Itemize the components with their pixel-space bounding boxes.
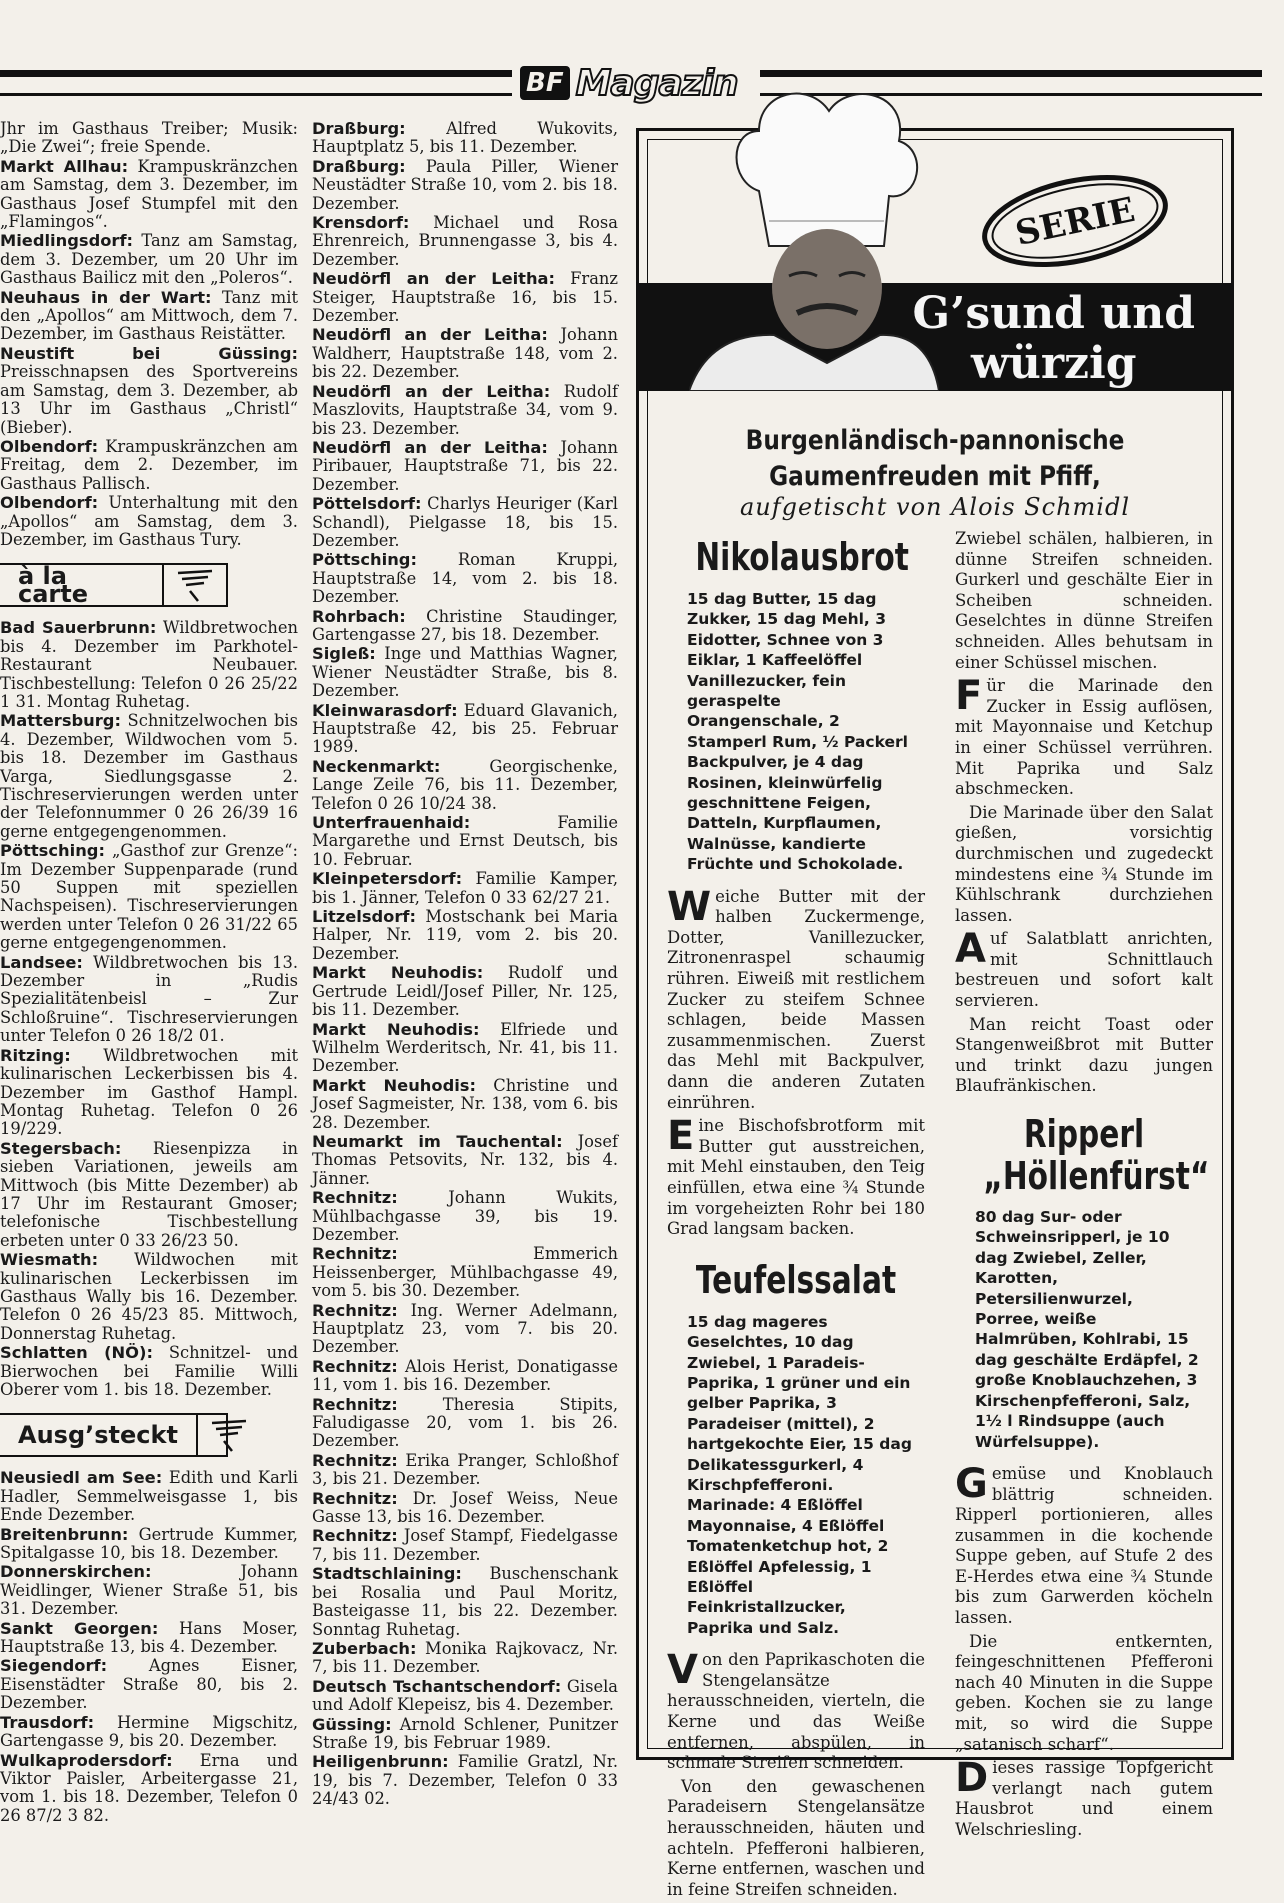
entry-text: Georgischenke, Lange Zeile 76, bis 11. Dezember, Telefon 0 26 10/24 38. <box>312 756 618 813</box>
entry-text: Hans Moser, Hauptstraße 13, bis 4. Dezember. <box>0 1618 298 1657</box>
list-item <box>0 494 298 549</box>
entry-place: Neudörfl an der Leitha: <box>312 325 548 345</box>
list-item <box>312 1490 618 1527</box>
entry-place: Markt Neuhodis: <box>312 1019 480 1039</box>
entry-text: Tanz mit den „Apollos“ am Mittwoch, dem 7. Dezember, im Gasthaus Reistätter. <box>0 287 298 344</box>
entry-text: Josef Thomas Petsovits, Nr. 132, bis 4. Jänner. <box>312 1131 618 1188</box>
entry-place: Litzelsdorf: <box>312 907 416 927</box>
list-item <box>312 120 618 157</box>
entry-place: Olbendorf: <box>0 493 99 513</box>
entry-text: Preisschnapsen des Sportvereins am Samstag, dem 3. Dezember, ab 13 Uhr im Gasthaus „Christl“ (Bieber). <box>0 362 298 437</box>
recipe-title-ripperl <box>983 1112 1210 1199</box>
paragraph: Eine Bischofsbrotform mit Butter gut ausstreichen, mit Mehl einstauben, den Teig einfüllen, etwa eine ¾ Stunde im vorgeheizten Rohr bei 180 Grad langsam backen. <box>667 1113 925 1239</box>
column-heuriger <box>312 120 618 1810</box>
paragraph: Von den Paprikaschoten die Stengelansätze herausschneiden, vierteln, die Kerne und das Weiße entfernen, abspülen, in schmale Streifen schneiden. <box>667 1647 925 1773</box>
feature-title-line2: würzig <box>971 338 1137 389</box>
serie-label: SERIE <box>1012 189 1139 255</box>
entry-text: Johann Wukits, Mühlbachgasse 39, bis 19. Dezember. <box>312 1188 618 1244</box>
list-item <box>312 870 618 907</box>
entry-text: Christine und Josef Sagmeister, Nr. 138, vom 6. bis 28. Dezember. <box>312 1075 618 1132</box>
list-item <box>0 1526 298 1563</box>
list-item <box>312 1396 618 1451</box>
entry-text: Mostschank bei Maria Halper, Nr. 119, vom 2. bis 20. Dezember. <box>312 907 618 963</box>
entry-place: Rechnitz: <box>312 1244 398 1264</box>
column-events <box>0 120 298 1826</box>
entry-text: Familie Kamper, bis 1. Jänner, Telefon 0 33 62/27 21. <box>312 869 618 907</box>
entry-text: Ing. Werner Adelmann, Hauptplatz 23, vom 7. bis 20. Dezember. <box>312 1300 618 1357</box>
list-item <box>312 1678 618 1715</box>
entry-text: Krampuskränzchen am Freitag, dem 2. Dezember, im Gasthaus Pallisch. <box>0 436 298 493</box>
byline: aufgetischt von Alois Schmidl <box>739 493 1130 521</box>
list-item <box>312 1245 618 1300</box>
entry-text: Wildbretwochen bis 13. Dezember in „Rudis Spezialitätenbeisl – Zur Schloßruine“. Tischreservierungen unter Telefon 0 26 18/2 01. <box>0 952 298 1046</box>
entry-place: Deutsch Tschantschendorf: <box>312 1676 562 1696</box>
list-item <box>0 1251 298 1343</box>
paragraph: Für die Marinade den Zucker in Essig auflösen, mit Mayonnaise und Ketchup in einer Schüssel verrühren. Mit Paprika und Salz abschmecken. <box>955 673 1213 799</box>
entry-text: Johann Piribauer, Hauptstraße 71, bis 22. Dezember. <box>312 437 618 494</box>
entry-text: Roman Kruppi, Hauptstraße 14, vom 2. bis 18. Dezember. <box>312 550 618 607</box>
ripperl-title-line2: „Höllenfürst“ <box>983 1154 1210 1199</box>
list-item <box>0 712 298 841</box>
section-title: Ausg’steckt <box>18 1421 178 1450</box>
feature-subtitle <box>680 423 1189 495</box>
entry-place: Mattersburg: <box>0 711 121 731</box>
recipe-column-left <box>667 529 925 1903</box>
heuriger-list-2 <box>312 120 618 1809</box>
paragraph: Man reicht Toast oder Stangenweißbrot mit Butter und trinkt dazu jungen Blaufränkischen. <box>955 1014 1213 1096</box>
entry-place: Neckenmarkt: <box>312 756 441 776</box>
entry-place: Sankt Georgen: <box>0 1618 159 1638</box>
list-item <box>0 619 298 711</box>
list-item <box>0 120 298 157</box>
entry-text: Eduard Glavanich, Hauptstraße 42, bis 25. Februar 1989. <box>312 700 618 757</box>
entry-place: Kleinpetersdorf: <box>312 869 463 889</box>
list-item <box>0 232 298 287</box>
entry-text: Rudolf Maszlovits, Hauptstraße 34, vom 9. bis 23. Dezember. <box>312 381 618 438</box>
entry-place: Bad Sauerbrunn: <box>0 618 157 638</box>
list-item <box>0 1140 298 1250</box>
entry-place: Sigleß: <box>312 644 376 664</box>
list-item <box>312 645 618 700</box>
entry-text: Gertrude Kummer, Spitalgasse 10, bis 18. Dezember. <box>0 1524 298 1563</box>
list-item <box>312 1302 618 1357</box>
entry-place: Markt Allhau: <box>0 156 129 176</box>
list-item <box>0 954 298 1046</box>
entry-text: Rudolf und Gertrude Leidl/Josef Piller, Nr. 125, bis 11. Dezember. <box>312 963 618 1020</box>
list-item <box>0 1469 298 1524</box>
list-item <box>0 1714 298 1751</box>
entry-place: Trausdorf: <box>0 1712 95 1732</box>
entry-text: Christine Staudinger, Gartengasse 27, bis 18. Dezember. <box>312 606 618 644</box>
entry-place: Donnerskirchen: <box>0 1562 152 1582</box>
entry-place: Pöttsching: <box>0 841 105 861</box>
entry-text: Wildbretwochen bis 4. Dezember im Parkhotel-Restaurant Neubauer. Tischbestellung: Telefon 0 26 25/22 1 31. Montag Ruhetag. <box>0 618 298 711</box>
list-item <box>312 1021 618 1076</box>
list-item <box>0 438 298 493</box>
entry-place: Stegersbach: <box>0 1138 122 1158</box>
entry-place: Rechnitz: <box>312 1394 398 1414</box>
list-item <box>312 158 618 213</box>
entry-place: Neusiedl am See: <box>0 1468 163 1488</box>
entry-place: Krensdorf: <box>312 213 410 233</box>
entry-place: Landsee: <box>0 952 83 972</box>
paragraph: Zwiebel schälen, halbieren, in dünne Streifen schneiden. Gurkerl und geschälte Eier in Scheiben schneiden. Geselchtes in dünne Streifen schneiden. Alles behutsam in einer Schüssel mischen. <box>955 529 1213 672</box>
entry-text: Emmerich Heissenberger, Mühlbachgasse 49, vom 5. bis 30. Dezember. <box>312 1244 618 1301</box>
paragraph: Die Marinade über den Salat gießen, vorsichtig durchmischen und zugedeckt mindestens eine ¾ Stunde im Kühlschrank durchziehen lassen. <box>955 802 1213 925</box>
entry-text: Paula Piller, Wiener Neustädter Straße 10, vom 2. bis 18. Dezember. <box>312 156 618 213</box>
entry-place: Rechnitz: <box>312 1188 398 1208</box>
entry-text: Erna und Viktor Paisler, Arbeitergasse 21, vom 1. bis 18. Dezember, Telefon 0 26 87/2 3 82. <box>0 1750 298 1825</box>
list-item <box>312 1527 618 1564</box>
list-item <box>312 814 618 869</box>
entry-place: Stadtschlaining: <box>312 1564 462 1584</box>
entry-place: Rohrbach: <box>312 606 406 626</box>
entry-text: Riesenpizza in sieben Variationen, jeweils am Mittwoch (bis Mitte Dezember) ab 17 Uhr im Restaurant Gmoser; telefonische Tischbestellung erbeten unter 0 33 26/23 50. <box>0 1138 298 1250</box>
entry-text: Dr. Josef Weiss, Neue Gasse 13, bis 16. Dezember. <box>312 1488 618 1527</box>
list-item <box>312 1077 618 1132</box>
entry-place: Neustift bei Güssing: <box>0 343 298 363</box>
entry-text: Agnes Eisner, Eisenstädter Straße 80, bis 2. Dezember. <box>0 1656 298 1713</box>
ingredients-teufelssalat: 15 dag mageres Geselchtes, 10 dag Zwiebel, 1 Paradeis-Paprika, 1 grüner und ein gelber Paprika, 3 Paradeiser (mittel), 2 hartgekochte Eier, 15 dag Delikatessgurkerl, 4 Kirschpfefferoni. Marinade: 4 Eßlöffel Mayonnaise, 4 Eßlöffel Tomatenketchup hot, 2 Eßlöffel Apfelessig, 1 Eßlöffel Feinkristallzucker, Paprika und Salz. <box>687 1312 912 1637</box>
entry-place: Unterfrauenhaid: <box>312 813 471 833</box>
section-header-ausgsteckt <box>0 1413 228 1457</box>
list-item <box>312 326 618 381</box>
events-list <box>0 120 298 549</box>
entry-place: Neudörfl an der Leitha: <box>312 269 556 289</box>
entry-place: Draßburg: <box>312 119 406 138</box>
entry-text: Inge und Matthias Wagner, Wiener Neustädter Straße, bis 8. Dezember. <box>312 644 618 701</box>
entry-text: Johann Weidlinger, Wiener Straße 51, bis 31. Dezember. <box>0 1562 298 1619</box>
entry-text: Arnold Schlener, Punitzer Straße 19, bis Februar 1989. <box>312 1714 618 1752</box>
pen-icon <box>196 1415 258 1455</box>
entry-place: Rechnitz: <box>312 1356 398 1376</box>
logo-bf: BF <box>520 66 570 100</box>
recipe-title-nikolausbrot: Nikolausbrot <box>695 535 909 579</box>
list-item <box>312 439 618 494</box>
list-item <box>312 551 618 606</box>
entry-text: Josef Stampf, Fiedelgasse 7, bis 11. Dezember. <box>312 1526 618 1564</box>
list-item <box>0 1047 298 1139</box>
entry-text: Wildbretwochen mit kulinarischen Leckerbissen bis 4. Dezember im Gasthof Hampl. Montag Ruhetag. Telefon 0 26 19/229. <box>0 1045 298 1139</box>
entry-place: Olbendorf: <box>0 436 99 456</box>
entry-place: Markt Neuhodis: <box>312 963 484 983</box>
list-item <box>0 1752 298 1826</box>
entry-place: Güssing: <box>312 1714 392 1734</box>
ripperl-title-line1: Ripperl <box>1023 1112 1145 1157</box>
list-item <box>0 1657 298 1712</box>
list-item <box>312 964 618 1019</box>
list-item <box>312 214 618 269</box>
subtitle-line2: Gaumenfreuden mit Pfiff, <box>769 461 1101 492</box>
feature-title-line1: G’sund und <box>912 288 1195 339</box>
entry-text: Theresia Stipits, Faludigasse 20, vom 1. bis 26. Dezember. <box>312 1394 618 1451</box>
restaurant-list <box>0 619 298 1399</box>
entry-text: Krampuskränzchen am Samstag, dem 3. Dezember, im Gasthaus Josef Stumpfel mit den „Flamingos“. <box>0 156 298 232</box>
entry-place: Miedlingsdorf: <box>0 231 134 251</box>
paragraph: Gemüse und Knoblauch blättrig schneiden. Ripperl portionieren, alles zusammen in die kochende Suppe geben, auf Stufe 2 des E-Herdes etwa eine ¾ Stunde bis zum Garwerden köcheln lassen. <box>955 1460 1213 1628</box>
entry-text: Michael und Rosa Ehrenreich, Brunnengasse 3, bis 4. Dezember. <box>312 213 618 269</box>
serie-stamp <box>975 171 1175 271</box>
list-item <box>312 1452 618 1489</box>
entry-text: Edith und Karli Hadler, Semmelweisgasse 1, bis Ende Dezember. <box>0 1468 298 1525</box>
entry-place: Ritzing: <box>0 1045 71 1065</box>
section-header-a-la-carte <box>0 563 228 607</box>
entry-place: Pöttsching: <box>312 550 417 570</box>
paragraph: Dieses rassige Topfgericht verlangt nach gutem Hausbrot und einem Welschriesling. <box>955 1755 1213 1839</box>
entry-place: Breitenbrunn: <box>0 1524 129 1544</box>
ingredients-ripperl: 80 dag Sur- oder Schweinsripperl, je 10 dag Zwiebel, Zeller, Karotten, Petersilienwurzel, Porree, weiße Halmrüben, Kohlrabi, 15 dag geschälte Erdäpfel, 2 große Knoblauchzehen, 3 Kirschenpfefferoni, Salz, 1½ l Rindsuppe (auch Würfelsuppe). <box>975 1208 1199 1451</box>
entry-text: Familie Gratzl, Nr. 19, bis 7. Dezember, Telefon 0 33 24/43 02. <box>312 1752 618 1809</box>
list-item <box>312 1133 618 1188</box>
entry-place: Wulkaprodersdorf: <box>0 1750 173 1770</box>
list-item <box>0 158 298 232</box>
entry-place: Pöttelsdorf: <box>312 494 422 514</box>
entry-text: Buschenschank bei Rosalia und Paul Moritz, Basteigasse 11, bis 22. Dezember. Sonntag Ruhetag. <box>312 1564 618 1639</box>
list-item <box>0 1620 298 1657</box>
ingredients-nikolausbrot: 15 dag Butter, 15 dag Zukker, 15 dag Mehl, 3 Eidotter, Schnee von 3 Eiklar, 1 Kaffeelöffel Vanillezucker, fein geraspelte Orangenschale, 2 Stamperl Rum, ½ Packerl Backpulver, je 4 dag Rosinen, kleinwürfelig geschnittene Feigen, Datteln, Kurpflaumen, Walnüsse, kandierte Früchte und Schokolade. <box>687 590 908 874</box>
entry-text: Gisela und Adolf Klepeisz, bis 4. Dezember. <box>312 1676 618 1715</box>
list-item <box>312 495 618 550</box>
entry-place: Wiesmath: <box>0 1250 99 1270</box>
entry-text: Schnitzel- und Bierwochen bei Familie Willi Oberer vom 1. bis 18. Dezember. <box>0 1343 298 1399</box>
list-item <box>0 1563 298 1618</box>
list-item <box>0 842 298 952</box>
entry-text: Alois Herist, Donatigasse 11, vom 1. bis 16. Dezember. <box>312 1356 618 1395</box>
entry-place: Zuberbach: <box>312 1638 417 1658</box>
list-item <box>312 1716 618 1753</box>
heuriger-list <box>0 1469 298 1825</box>
list-item <box>312 383 618 438</box>
chef-photo-lower <box>689 283 939 391</box>
list-item <box>0 1344 298 1399</box>
list-item <box>312 270 618 325</box>
entry-place: Markt Neuhodis: <box>312 1075 477 1095</box>
list-item <box>312 608 618 645</box>
section-title: à la carte <box>18 561 89 609</box>
list-item <box>312 702 618 757</box>
entry-text: „Gasthof zur Grenze“: Im Dezember Suppenparade (rund 50 Suppen mit speziellen Nachspeisen). Tischreservierungen werden unter Telefon 0 26 31/22 65 gerne entgegengenommen. <box>0 841 298 953</box>
logo-title: Magazin <box>575 62 738 104</box>
entry-place: Rechnitz: <box>312 1300 398 1320</box>
entry-place: Schlatten (NÖ): <box>0 1343 153 1363</box>
entry-text: Johann Waldherr, Hauptstraße 148, vom 2. bis 22. Dezember. <box>312 325 618 382</box>
paragraph: Weiche Butter mit der halben Zuckermenge, Dotter, Vanillezucker, Zitronenraspel schaumig rühren. Eiweiß mit restlichem Zucker zu steifem Schnee schlagen, beide Massen zusammenmischen. Zuerst das Mehl mit Backpulver, dann die anderen Zutaten einrühren. <box>667 883 925 1112</box>
pen-icon <box>162 565 226 605</box>
entry-place: Siegendorf: <box>0 1656 108 1676</box>
feature-title <box>913 289 1195 389</box>
list-item <box>312 908 618 963</box>
entry-place: Rechnitz: <box>312 1450 398 1470</box>
recipe-column-right <box>955 529 1213 1844</box>
entry-place: Neudörfl an der Leitha: <box>312 381 551 401</box>
list-item <box>312 1189 618 1244</box>
entry-text: Franz Steiger, Hauptstraße 16, bis 15. Dezember. <box>312 269 618 326</box>
list-item <box>312 1565 618 1639</box>
entry-text: Wildwochen mit kulinarischen Leckerbissen im Gasthaus Wally bis 16. Dezember. Telefon 0 26 45/23 85. Mittwoch, Donnerstag Ruhetag. <box>0 1250 298 1343</box>
list-item <box>0 289 298 344</box>
subtitle-line1: Burgenländisch-pannonische <box>745 425 1125 456</box>
recipe-feature-box <box>636 128 1234 1899</box>
entry-place: Neudörfl an der Leitha: <box>312 437 548 457</box>
paragraph: Auf Salatblatt anrichten, mit Schnittlauch bestreuen und sofort kalt servieren. <box>955 926 1213 1011</box>
entry-text: Jhr im Gasthaus Treiber; Musik: „Die Zwei“; freie Spende. <box>0 119 298 157</box>
list-item <box>312 758 618 813</box>
entry-place: Rechnitz: <box>312 1488 398 1508</box>
entry-text: Unterhaltung mit den „Apollos“ am Samstag, dem 3. Dezember, im Gasthaus Tury. <box>0 493 298 549</box>
paragraph: Die entkernten, feingeschnittenen Pfefferoni nach 40 Minuten in die Suppe geben. Kochen sie zu lange mit, so wird die Suppe „satanisch scharf“. <box>955 1631 1213 1754</box>
entry-text: Monika Rajkovacz, Nr. 7, bis 11. Dezember. <box>312 1638 618 1677</box>
recipe-title-teufelssalat: Teufelssalat <box>695 1257 897 1302</box>
list-item <box>312 1640 618 1677</box>
entry-text: Alfred Wukovits, Hauptplatz 5, bis 11. Dezember. <box>312 119 618 157</box>
entry-text: Familie Margarethe und Ernst Deutsch, bis 10. Februar. <box>312 813 618 869</box>
entry-place: Heiligenbrunn: <box>312 1752 449 1772</box>
entry-text: Erika Pranger, Schloßhof 3, bis 21. Dezember. <box>312 1450 618 1489</box>
entry-text: Elfriede und Wilhelm Werderitsch, Nr. 41, bis 11. Dezember. <box>312 1019 618 1076</box>
entry-place: Kleinwarasdorf: <box>312 700 458 720</box>
entry-place: Neumarkt im Tauchental: <box>312 1131 563 1151</box>
entry-text: Hermine Migschitz, Gartengasse 9, bis 20. Dezember. <box>0 1712 298 1751</box>
entry-place: Rechnitz: <box>312 1526 398 1546</box>
list-item <box>312 1358 618 1395</box>
entry-place: Neuhaus in der Wart: <box>0 287 212 307</box>
paragraph: Von den gewaschenen Paradeisern Stengelansätze herausschneiden, häuten und achteln. Pfefferoni halbieren, Kerne entfernen, waschen und in feine Streifen schneiden. <box>667 1776 925 1899</box>
entry-text: Schnitzelwochen bis 4. Dezember, Wildwochen vom 5. bis 18. Dezember im Gasthaus Varga, Siedlungsgasse 2. Tischreservierungen werden unter der Telefonnummer 0 26 26/39 16 gerne entgegengenommen. <box>0 711 298 841</box>
list-item <box>0 345 298 437</box>
entry-text: Tanz am Samstag, dem 3. Dezember, um 20 Uhr im Gasthaus Bailicz mit den „Poleros“. <box>0 231 298 288</box>
entry-place: Draßburg: <box>312 156 406 176</box>
entry-text: Charlys Heuriger (Karl Schandl), Pielgasse 18, bis 15. Dezember. <box>312 494 618 550</box>
list-item <box>312 1753 618 1808</box>
